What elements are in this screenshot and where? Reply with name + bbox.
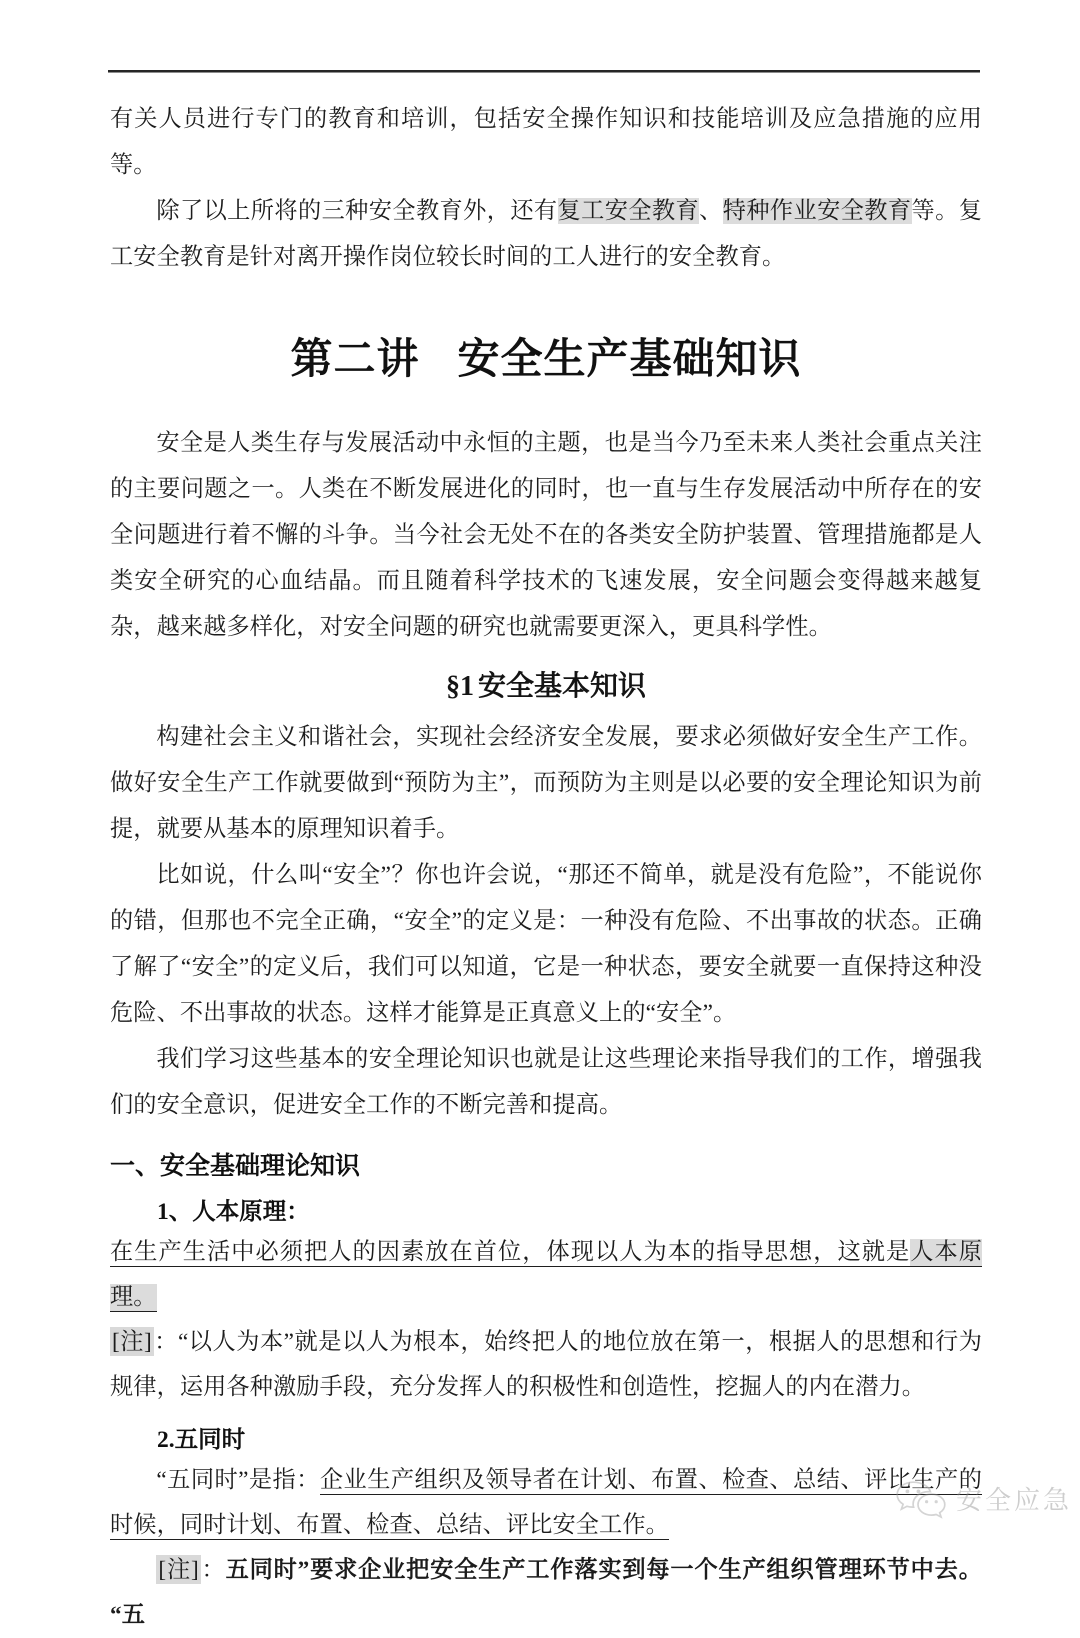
footer-account-name: 安全应急 <box>955 1484 1072 1515</box>
section-heading-text: 安全基本知识 <box>477 671 646 702</box>
paragraph-construct-society: 构建社会主义和谐社会，实现社会经济安全发展，要求必须做好安全生产工作。做好安全生产工作就要做到“预防为主”，而预防为主则是以必要的安全理论知识为前提，就要从基本的原理知识着手。 <box>110 724 982 842</box>
note-separator-2: ： <box>200 1557 226 1583</box>
paragraph-wutongshi-definition <box>110 1458 982 1548</box>
paragraph-safety-theme: 安全是人类生存与发展活动中永恒的主题，也是当今乃至未来人类社会重点关注的主要问题之一。人类在不断发展进化的同时，也一直与生存发展活动中所存在的安全问题进行着不懈的斗争。当今社会无处不在的各类安全防护装置、管理措施都是人类安全研究的心血结晶。而且随着科学技术的飞速发展，安全问题会变得越来越复杂，越来越多样化，对安全问题的研究也就需要更深入，更具科学性。 <box>110 430 982 640</box>
note-label-1: [注] <box>112 1329 152 1355</box>
paragraph-renben-definition <box>110 1230 982 1320</box>
footer-account-logo <box>894 1479 1072 1517</box>
highlight-renben-principle: 人本原理。 <box>110 1239 982 1310</box>
paragraph-wutongshi-note <box>110 1548 982 1638</box>
underlined-definition-text: 在生产生活中必须把人的因素放在首位，体现以人为本的指导思想，这就是 <box>110 1239 911 1265</box>
title-lecture-number: 第二讲 <box>290 337 420 383</box>
note-separator-1: ： <box>153 1329 178 1355</box>
wechat-icon <box>894 1479 948 1517</box>
page-title <box>110 326 982 386</box>
heading-list-one: 一、安全基础理论知识 <box>110 1153 361 1180</box>
section-marker: §1 <box>445 671 474 702</box>
note-text-2: 五同时”要求企业把安全生产工作落实到每一个生产组织管理环节中去。“五 <box>110 1557 982 1628</box>
wutongshi-definition-prefix: “五同时”是指： <box>156 1467 320 1493</box>
section-heading-1 <box>110 664 982 704</box>
intro-2-text-c: 等。复工安全教育是针对离开操作岗位较长时间的工人进行的安全教育。 <box>110 198 982 270</box>
paragraph-intro-1: 有关人员进行专门的教育和培训，包括安全操作知识和技能培训及应急措施的应用等。 <box>110 106 982 178</box>
header-rule <box>108 70 980 73</box>
paragraph-intro-2 <box>110 188 982 280</box>
paragraph-safety-definition: 比如说，什么叫“安全”？你也许会说，“那还不简单，就是没有危险”，不能说你的错，但那也不完全正确，“安全”的定义是：一种没有危险、不出事故的状态。正确了解了“安全”的定义后，我们可以知道，它是一种状态，要安全就要一直保持这种没危险、不出事故的状态。这样才能算是正真意义上的“安全”。 <box>110 862 982 1026</box>
intro-2-separator: 、 <box>699 198 723 224</box>
underlined-wutongshi-text: 企业生产组织及领导者在计划、布置、检查、总结、评比生产的时候，同时计划、布置、检查、总结、评比安全工作。 <box>110 1467 983 1538</box>
highlight-fugong-education: 复工安全教育 <box>557 198 700 224</box>
heading-item-1-renben: 1、人本原理： <box>157 1199 310 1225</box>
note-label-2: [注] <box>158 1557 199 1583</box>
heading-item-2-wutongshi: 2.五同时 <box>157 1427 246 1453</box>
paragraph-renben-note <box>110 1320 982 1410</box>
note-text-1: “以人为本”就是以人为根本，始终把人的地位放在第一，根据人的思想和行为规律，运用各种激励手段，充分发挥人的积极性和创造性，挖掘人的内在潜力。 <box>110 1329 982 1400</box>
paragraph-learning-theory: 我们学习这些基本的安全理论知识也就是让这些理论来指导我们的工作，增强我们的安全意识，促进安全工作的不断完善和提高。 <box>110 1046 982 1118</box>
title-subject: 安全生产基础知识 <box>457 337 802 383</box>
intro-2-text-a: 除了以上所将的三种安全教育外，还有 <box>156 198 558 224</box>
highlight-special-operation-education: 特种作业安全教育 <box>722 198 912 224</box>
text-column <box>110 96 982 1638</box>
